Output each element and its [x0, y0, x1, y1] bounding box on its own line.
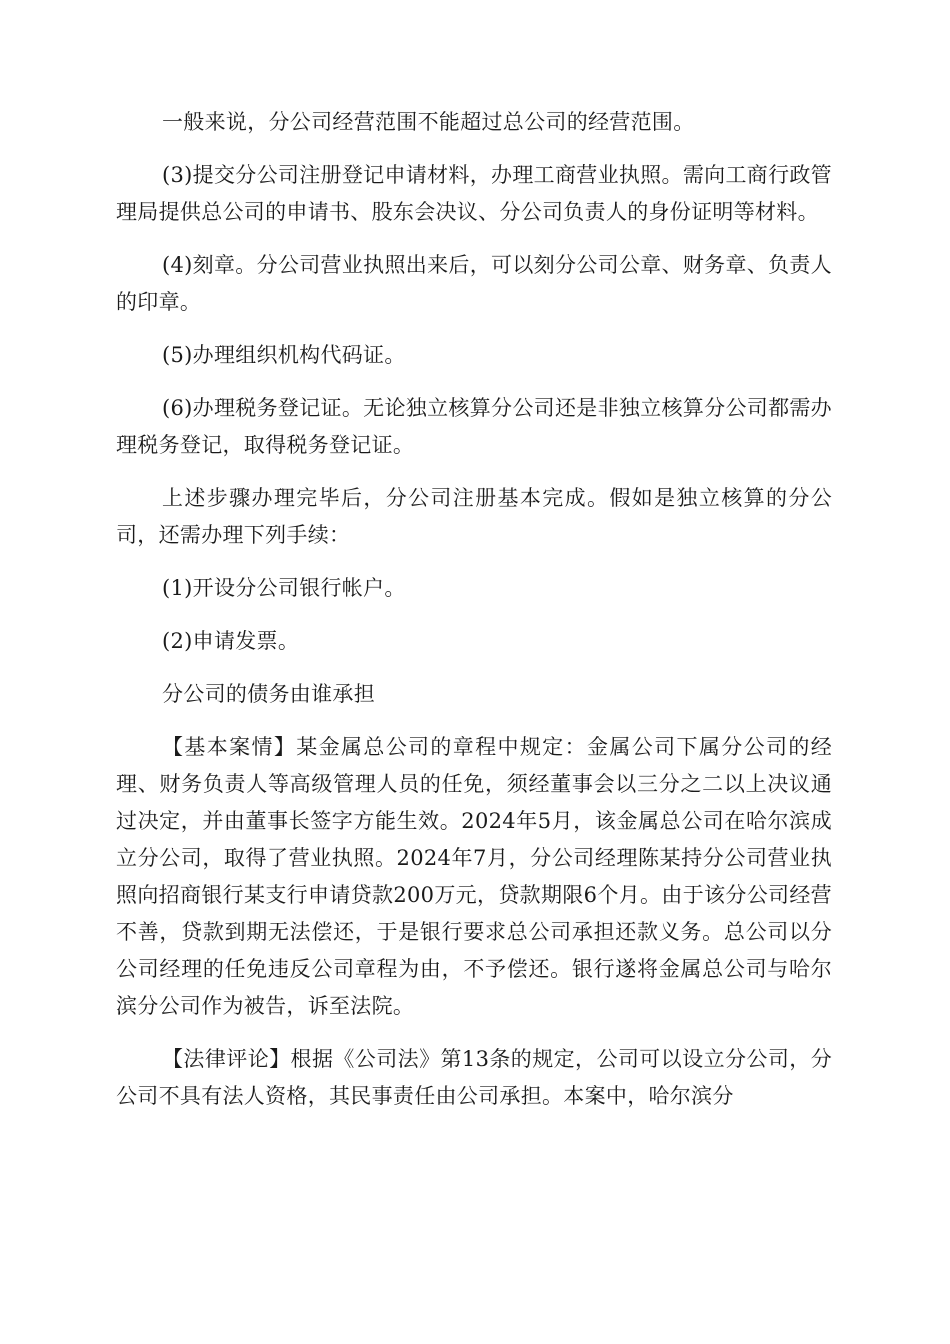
- paragraph-business-scope: 一般来说，分公司经营范围不能超过总公司的经营范围。: [162, 110, 695, 134]
- paragraph-legal-comment: 【法律评论】根据《公司法》第13条的规定，公司可以设立分公司，分公司不具有法人资格，其民事责任由公司承担。本案中，哈尔滨分: [116, 1047, 832, 1108]
- paragraph-step-4-seal: (4)刻章。分公司营业执照出来后，可以刻分公司公章、财务章、负责人的印章。: [116, 253, 832, 314]
- paragraph-invoice: (2)申请发票。: [162, 629, 300, 653]
- paragraph-step-6-tax: (6)办理税务登记证。无论独立核算分公司还是非独立核算分公司都需办理税务登记，取得税务登记证。: [116, 396, 832, 457]
- paragraph-bank-account: (1)开设分公司银行帐户。: [162, 576, 406, 600]
- paragraph-step-3-registration: (3)提交分公司注册登记申请材料，办理工商营业执照。需向工商行政管理局提供总公司的申请书、股东会决议、分公司负责人的身份证明等材料。: [116, 163, 832, 224]
- paragraph-independent-accounting: 上述步骤办理完毕后，分公司注册基本完成。假如是独立核算的分公司，还需办理下列手续：: [116, 486, 832, 547]
- paragraph-case-facts: 【基本案情】某金属总公司的章程中规定：金属公司下属分公司的经理、财务负责人等高级管理人员的任免，须经董事会以三分之二以上决议通过决定，并由董事长签字方能生效。2024年5月，该金属总公司在哈尔滨成立分公司，取得了营业执照。2024年7月，分公司经理陈某持分公司营业执照向招商银行某支行申请贷款200万元，贷款期限6个月。由于该分公司经营不善，贷款到期无法偿还，于是银行要求总公司承担还款义务。总公司以分公司经理的任免违反公司章程为由，不予偿还。银行遂将金属总公司与哈尔滨分公司作为被告，诉至法院。: [116, 735, 832, 1018]
- document-body: [116, 104, 832, 1131]
- section-heading-debt: 分公司的债务由谁承担: [162, 682, 375, 706]
- paragraph-step-5-org-code: (5)办理组织机构代码证。: [162, 343, 406, 367]
